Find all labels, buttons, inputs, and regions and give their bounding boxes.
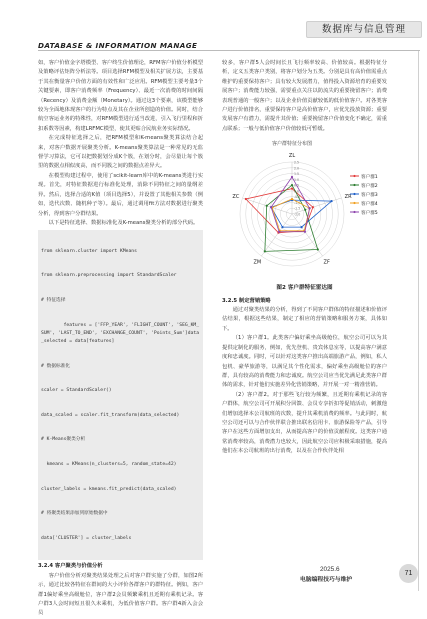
chart-title: 客户群特征分布图 bbox=[271, 141, 313, 148]
paragraph: 如，客户价值金字塔模型、客户终生价值理论，RFM客户价值分析模型及策略评估矩阵分析法等。项目选择RFM模型及相关扩展方法，主要基于其在衡量客户价值方面的有效性和广泛应用。RFM模型主要考量3个关键要素，即客户消费频率（Frequency）、最近一次消费的时间间隔（Recency）及消费金额（Monetary）。通过这3个要素，该模型能够较为全面地体现客户的行为特点及其在企业所创造的价值。同时，结合航空客运业务的特殊性，对RFM模型进行适当改进，引入飞行里程和折扣系数等因素，构建LRFMC模型，使其更贴合民航业务实际情况。 bbox=[38, 60, 203, 132]
legend-label: 客户群2 bbox=[361, 184, 378, 190]
legend-label: 客户群1 bbox=[361, 175, 378, 181]
data-point bbox=[270, 206, 272, 208]
header-rule bbox=[38, 50, 420, 51]
radar-chart bbox=[222, 136, 387, 282]
figure-caption: 图2 客户群特征雷达图 bbox=[276, 285, 333, 292]
tick-label: 0.5 bbox=[294, 183, 300, 188]
data-point bbox=[291, 176, 293, 178]
legend-label: 客户群4 bbox=[361, 202, 378, 208]
data-point bbox=[291, 184, 293, 186]
paragraph: 客户价值分析对聚类结果处理之后对客户群实施了分群，如图2所示，通过比较各特征在群间的大小评价各群客户的群特征。例如，客户群1偏好乘坐高级舱位，客户群2会员频繁乘机且近期有乘机记录。客户群3人会时间短且很久未乘机，为低价值客户群。客户群4新入会会员 bbox=[38, 572, 203, 617]
paragraph: 在模型构建过程中，使用了scikit-learn库中的K-means类进行实现。首先，对特征数据进行标准化处理，消除不同特征之间的量纲差异。然后，选择合适的K值（项目选择5），并设置了其他相关参数（例如，迭代次数、随机种子等）。最后，通过调用fit方法对数据进行聚类分析，得到客户分群结果。 bbox=[38, 172, 203, 217]
page-number: 71 bbox=[399, 564, 418, 583]
side-rule bbox=[418, 51, 419, 591]
code-line: from sklearn.preprocessing import StandardScaler bbox=[41, 273, 177, 279]
legend-marker bbox=[353, 184, 355, 186]
code-line: # 特征选择 bbox=[41, 297, 66, 303]
axis-label: ZR bbox=[344, 194, 352, 201]
code-line: data_scaled = scaler.fit_transform(data_selected) bbox=[41, 412, 180, 418]
right-column bbox=[222, 59, 387, 457]
subsection-title: 3.2.5 制定营销策略 bbox=[222, 297, 271, 304]
issue-date: 2025.6 bbox=[320, 566, 340, 573]
data-point bbox=[245, 198, 247, 200]
tick-label: 1.5 bbox=[294, 172, 300, 177]
tick-label: -1.5 bbox=[294, 206, 301, 211]
data-point bbox=[312, 206, 314, 208]
radar-figure bbox=[222, 136, 387, 282]
data-point bbox=[281, 226, 283, 228]
tick-label: 2.5 bbox=[294, 160, 300, 165]
section-header: DATABASE & INFORMATION MANAGE bbox=[38, 41, 198, 50]
legend-marker bbox=[353, 193, 355, 195]
legend-marker bbox=[353, 202, 355, 204]
data-point bbox=[330, 200, 332, 202]
code-line: features = ['FFP_YEAR', 'FLIGHT_COUNT', 'SEG_KM_SUM', 'LAST_TO_END', 'EXCHANGE_COUNT', 'Points_Sum']data_selected = data[features] bbox=[41, 322, 200, 344]
code-line: scaler = StandardScaler() bbox=[41, 388, 112, 394]
data-point bbox=[304, 231, 306, 233]
data-point bbox=[308, 207, 310, 209]
paragraph: （2）客户群2。对于那些飞行较为频繁，且近期有乘机记录的客户群体，航空公司可开展积分回馈、会员专享折扣等促销活动，刺激他们增加选择本公司航班的次数，提升其乘机消费的频率。与此同时，航空公司还可以与合作伙伴联合推出联名信用卡、旅游保险等产品，引导客户在这些方面增加支出，从而提高客户的价值贡献程度。这类客户通常消费率较高，消费潜力也较大，因此航空公司应积极采取措施，提高他们在本公司航班的出行消费，以及在合作伙伴处相 bbox=[222, 391, 387, 455]
paragraph: （1）客户群1。此类客户偏好乘坐高级舱位，航空公司可以为其提供定制化的服务，例如，优先登机、贵宾休息室等，以提高客户满意度和忠诚度。同时，可以针对这类客户推出高端旅游产品，例如，私人包机、豪华旅游等，以满足其个性化需求，偏好乘坐高级舱位的客户群，具有较高的消费能力和忠诚度。航空公司应当优先满足此类客户群体的需求，针对他们实施差异化营销策略，并开展一对一精准营销。 bbox=[222, 335, 387, 389]
tick-label: -0.5 bbox=[294, 195, 301, 200]
tick-label: -1.0 bbox=[294, 201, 301, 206]
data-point bbox=[291, 198, 293, 200]
paragraph: 以下是特征选择、数据标准化及K-means聚类分析的部分代码。 bbox=[48, 219, 199, 226]
left-column bbox=[38, 59, 203, 619]
data-point bbox=[304, 209, 306, 211]
axis-label: ZM bbox=[253, 259, 262, 266]
journal-name: 电脑编程技巧与维护 bbox=[300, 577, 353, 583]
data-point bbox=[264, 251, 266, 253]
code-line: # K-Means聚类分析 bbox=[41, 437, 86, 443]
data-point bbox=[300, 226, 302, 228]
axis-label: ZC bbox=[232, 194, 240, 201]
legend-label: 客户群3 bbox=[361, 193, 378, 199]
tick-label: -2.0 bbox=[294, 212, 301, 217]
data-point bbox=[278, 231, 280, 233]
legend-marker bbox=[353, 211, 355, 213]
paragraph: 较多，客户群5人会时间长且飞行频率较高、价值较高。根据特征分析，定义五类客户类别，将客户划分为五类。分别是具有高价值需重点维护的重要保持客户；具有较大发展潜力，值得投入资源培育的重要发展客户；消费能力较强，需要重点关注以防流失的重要挽留客户；消费表现普通的一般客户；以及企业价值贡献较低的低价值客户。对各类客户进行价值排名，重要保持客户是高价值客户，应优先投放资源；重要发展客户有潜力，需提升其价值；重要挽留客户价值变化不确定，需重点联系；一般与低价值客户价值较低可暂缓。 bbox=[222, 60, 387, 132]
data-point bbox=[317, 249, 319, 251]
code-line: cluster_labels = kmeans.fit_predict(data_scaled) bbox=[41, 486, 177, 492]
subsection-title: 3.2.4 客户聚类与价值分析 bbox=[38, 563, 103, 570]
journal-banner: 数据库与信息管理 bbox=[306, 21, 422, 38]
data-point bbox=[266, 205, 268, 207]
code-line: # 数据标准化 bbox=[41, 363, 71, 369]
data-point bbox=[291, 188, 293, 190]
tick-label: 0.0 bbox=[294, 189, 300, 194]
code-line: kmeans = KMeans(n_clusters=5, random_state=42) bbox=[41, 462, 177, 467]
tick-label: 1.0 bbox=[294, 178, 300, 183]
code-block bbox=[38, 230, 203, 560]
axis-label: ZL bbox=[288, 153, 296, 160]
paragraph: 在完成特征选择之后，把RFM模型和K-means聚类算法结合起来，对客户数据开展聚类分析。K-means聚类算法是一种常见的无监督学习算法，它可以把数据划分成K个簇，在划分时，会尽量让每个簇里的数据点相似度高，而不同簇之间的数据点差异大。 bbox=[38, 135, 203, 170]
legend-marker bbox=[353, 175, 355, 177]
code-line: from sklearn.cluster import KMeans bbox=[41, 248, 137, 254]
code-line: data['CLUSTER'] = cluster_labels bbox=[41, 535, 132, 541]
tick-label: 2.0 bbox=[294, 166, 300, 171]
paragraph: 通过对聚类结果的分析，得到了不同客户群体的特征描述和价值评估结果，根据这些结果，制定了相应的营销策略和服务方案，具体如下。 bbox=[222, 307, 387, 332]
axis-label: ZF bbox=[323, 259, 330, 266]
legend-label: 客户群5 bbox=[361, 211, 378, 217]
series-line bbox=[265, 185, 318, 251]
code-line: # 将聚类结果添加到原始数据中 bbox=[41, 511, 108, 517]
